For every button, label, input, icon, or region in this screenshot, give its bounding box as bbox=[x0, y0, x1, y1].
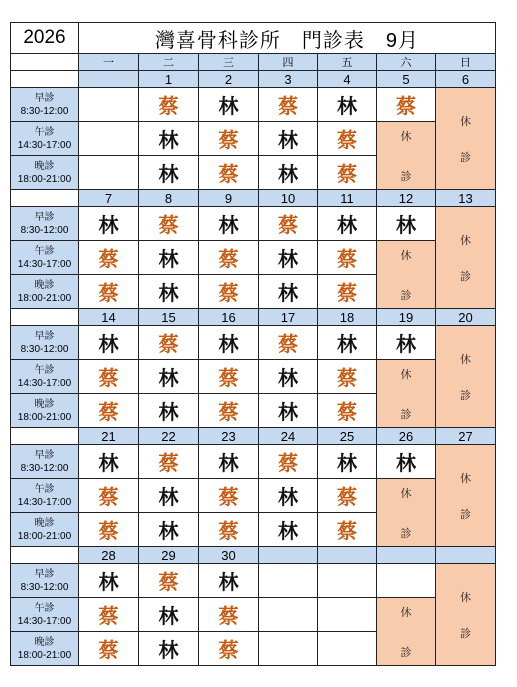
session-name: 早診 bbox=[34, 92, 55, 104]
date-cell: 18 bbox=[318, 309, 377, 326]
doctor-lin-cell: 林 bbox=[139, 598, 199, 632]
doctor-cai-cell: 蔡 bbox=[318, 479, 377, 513]
dow-fri: 五 bbox=[318, 54, 377, 71]
doctor-lin-cell: 林 bbox=[199, 564, 259, 598]
sunday-closed-cell bbox=[436, 207, 496, 309]
date-cell: 5 bbox=[377, 71, 436, 88]
date-cell: 16 bbox=[199, 309, 259, 326]
doctor-lin-cell: 林 bbox=[259, 156, 318, 190]
date-cell: 2 bbox=[199, 71, 259, 88]
doctor-cai-cell: 蔡 bbox=[318, 360, 377, 394]
doctor-cai-cell: 蔡 bbox=[139, 564, 199, 598]
doctor-cai-cell: 蔡 bbox=[318, 394, 377, 428]
date-cell: 22 bbox=[139, 428, 199, 445]
doctor-cai-cell: 蔡 bbox=[199, 241, 259, 275]
session-row bbox=[11, 88, 496, 122]
session-time: 18:00-21:00 bbox=[17, 411, 72, 423]
doctor-cai-cell: 蔡 bbox=[318, 241, 377, 275]
doctor-lin-cell: 林 bbox=[199, 88, 259, 122]
doctor-cai-cell: 蔡 bbox=[79, 479, 139, 513]
date-cell: 6 bbox=[436, 71, 496, 88]
saturday-closed-cell bbox=[377, 598, 436, 666]
doctor-cai-cell: 蔡 bbox=[199, 598, 259, 632]
session-time: 8:30-12:00 bbox=[20, 462, 69, 474]
session-time: 18:00-21:00 bbox=[17, 292, 72, 304]
date-row bbox=[11, 309, 496, 326]
closed-rest-text: 休 bbox=[400, 606, 412, 619]
session-label bbox=[11, 275, 79, 309]
session-row bbox=[11, 360, 496, 394]
doctor-lin-cell: 林 bbox=[139, 479, 199, 513]
sunday-closed-cell bbox=[436, 445, 496, 547]
date-cell: 4 bbox=[318, 71, 377, 88]
closed-rest-text: 休 bbox=[460, 353, 471, 366]
doctor-lin-cell: 林 bbox=[79, 207, 139, 241]
closed-clinic-text: 診 bbox=[400, 170, 412, 183]
doctor-lin-cell: 林 bbox=[139, 241, 199, 275]
doctor-cai-cell: 蔡 bbox=[139, 445, 199, 479]
date-row bbox=[11, 428, 496, 445]
closed-clinic-text: 診 bbox=[400, 646, 412, 659]
session-time: 18:00-21:00 bbox=[17, 649, 72, 661]
closed-rest-text: 休 bbox=[400, 487, 412, 500]
date-cell: 10 bbox=[259, 190, 318, 207]
doctor-cai-cell: 蔡 bbox=[139, 326, 199, 360]
doctor-lin-cell: 林 bbox=[79, 326, 139, 360]
doctor-lin-cell: 林 bbox=[259, 513, 318, 547]
doctor-cai-cell: 蔡 bbox=[259, 88, 318, 122]
empty-session-cell bbox=[377, 564, 436, 598]
session-label bbox=[11, 122, 79, 156]
doctor-cai-cell: 蔡 bbox=[318, 275, 377, 309]
saturday-closed-cell bbox=[377, 122, 436, 190]
session-time: 14:30-17:00 bbox=[17, 377, 72, 389]
doctor-cai-cell: 蔡 bbox=[259, 326, 318, 360]
saturday-closed-cell bbox=[377, 479, 436, 547]
date-cell: 1 bbox=[139, 71, 199, 88]
date-row-label bbox=[11, 71, 79, 88]
date-cell: 15 bbox=[139, 309, 199, 326]
saturday-closed-cell bbox=[377, 241, 436, 309]
date-row-label bbox=[11, 428, 79, 445]
doctor-lin-cell: 林 bbox=[139, 360, 199, 394]
date-cell: 30 bbox=[199, 547, 259, 564]
doctor-lin-cell: 林 bbox=[259, 122, 318, 156]
doctor-cai-cell: 蔡 bbox=[199, 360, 259, 394]
closed-clinic-text: 診 bbox=[400, 408, 412, 421]
doctor-cai-cell: 蔡 bbox=[199, 156, 259, 190]
doctor-lin-cell: 林 bbox=[199, 207, 259, 241]
session-label bbox=[11, 156, 79, 190]
session-label bbox=[11, 207, 79, 241]
session-label bbox=[11, 394, 79, 428]
date-cell: 11 bbox=[318, 190, 377, 207]
doctor-cai-cell: 蔡 bbox=[318, 122, 377, 156]
doctor-lin-cell: 林 bbox=[259, 360, 318, 394]
doctor-lin-cell: 林 bbox=[139, 394, 199, 428]
date-cell: 29 bbox=[139, 547, 199, 564]
closed-clinic-text: 診 bbox=[460, 270, 471, 283]
session-time: 8:30-12:00 bbox=[20, 581, 69, 593]
empty-session-cell bbox=[259, 564, 318, 598]
empty-session-cell bbox=[318, 598, 377, 632]
closed-rest-text: 休 bbox=[460, 472, 471, 485]
session-name: 早診 bbox=[34, 449, 55, 461]
doctor-lin-cell: 林 bbox=[139, 275, 199, 309]
date-cell: 13 bbox=[436, 190, 496, 207]
session-label bbox=[11, 326, 79, 360]
doctor-cai-cell: 蔡 bbox=[79, 360, 139, 394]
empty-session-cell bbox=[259, 598, 318, 632]
session-name: 早診 bbox=[34, 568, 55, 580]
doctor-cai-cell: 蔡 bbox=[79, 241, 139, 275]
session-label bbox=[11, 360, 79, 394]
session-time: 14:30-17:00 bbox=[17, 615, 72, 627]
date-cell: 12 bbox=[377, 190, 436, 207]
session-label bbox=[11, 632, 79, 666]
session-row bbox=[11, 241, 496, 275]
session-label bbox=[11, 564, 79, 598]
date-cell: 21 bbox=[79, 428, 139, 445]
session-name: 早診 bbox=[34, 211, 55, 223]
session-label bbox=[11, 598, 79, 632]
clinic-schedule-table bbox=[10, 22, 496, 666]
date-cell bbox=[318, 547, 377, 564]
doctor-lin-cell: 林 bbox=[79, 564, 139, 598]
doctor-lin-cell: 林 bbox=[259, 479, 318, 513]
schedule-title: 灣喜骨科診所 門診表 9月 bbox=[79, 23, 496, 54]
doctor-lin-cell: 林 bbox=[318, 88, 377, 122]
doctor-lin-cell: 林 bbox=[139, 156, 199, 190]
doctor-cai-cell: 蔡 bbox=[199, 122, 259, 156]
date-cell: 7 bbox=[79, 190, 139, 207]
session-name: 早診 bbox=[34, 330, 55, 342]
doctor-cai-cell: 蔡 bbox=[199, 632, 259, 666]
date-cell: 3 bbox=[259, 71, 318, 88]
doctor-cai-cell: 蔡 bbox=[199, 275, 259, 309]
session-time: 18:00-21:00 bbox=[17, 530, 72, 542]
doctor-lin-cell: 林 bbox=[318, 445, 377, 479]
doctor-lin-cell: 林 bbox=[259, 394, 318, 428]
doctor-lin-cell: 林 bbox=[377, 326, 436, 360]
empty-session-cell bbox=[79, 122, 139, 156]
doctor-lin-cell: 林 bbox=[139, 122, 199, 156]
session-time: 8:30-12:00 bbox=[20, 343, 69, 355]
session-row bbox=[11, 122, 496, 156]
doctor-cai-cell: 蔡 bbox=[318, 513, 377, 547]
closed-clinic-text: 診 bbox=[400, 527, 412, 540]
session-row bbox=[11, 479, 496, 513]
empty-session-cell bbox=[259, 632, 318, 666]
doctor-cai-cell: 蔡 bbox=[79, 598, 139, 632]
date-cell: 17 bbox=[259, 309, 318, 326]
doctor-cai-cell: 蔡 bbox=[79, 513, 139, 547]
dow-wed: 三 bbox=[199, 54, 259, 71]
closed-rest-text: 休 bbox=[400, 249, 412, 262]
closed-rest-text: 休 bbox=[400, 368, 412, 381]
doctor-cai-cell: 蔡 bbox=[199, 513, 259, 547]
date-cell: 8 bbox=[139, 190, 199, 207]
date-cell bbox=[259, 547, 318, 564]
session-row bbox=[11, 207, 496, 241]
doctor-cai-cell: 蔡 bbox=[199, 479, 259, 513]
session-time: 8:30-12:00 bbox=[20, 105, 69, 117]
session-time: 14:30-17:00 bbox=[17, 496, 72, 508]
doctor-lin-cell: 林 bbox=[199, 326, 259, 360]
dow-thu: 四 bbox=[259, 54, 318, 71]
session-row bbox=[11, 326, 496, 360]
doctor-lin-cell: 林 bbox=[199, 445, 259, 479]
session-time: 14:30-17:00 bbox=[17, 139, 72, 151]
session-label bbox=[11, 88, 79, 122]
session-row bbox=[11, 564, 496, 598]
session-label bbox=[11, 479, 79, 513]
doctor-cai-cell: 蔡 bbox=[139, 207, 199, 241]
doctor-cai-cell: 蔡 bbox=[377, 88, 436, 122]
schedule-year: 2026 bbox=[11, 23, 79, 54]
date-cell: 24 bbox=[259, 428, 318, 445]
doctor-cai-cell: 蔡 bbox=[259, 207, 318, 241]
sunday-closed-cell bbox=[436, 326, 496, 428]
session-time: 18:00-21:00 bbox=[17, 173, 72, 185]
date-cell: 28 bbox=[79, 547, 139, 564]
date-cell: 23 bbox=[199, 428, 259, 445]
date-cell: 27 bbox=[436, 428, 496, 445]
session-label bbox=[11, 513, 79, 547]
session-name: 午診 bbox=[34, 483, 55, 495]
session-name: 晚診 bbox=[34, 517, 55, 529]
date-cell bbox=[436, 547, 496, 564]
closed-rest-text: 休 bbox=[460, 234, 471, 247]
dow-sat: 六 bbox=[377, 54, 436, 71]
closed-clinic-text: 診 bbox=[460, 627, 471, 640]
date-cell: 20 bbox=[436, 309, 496, 326]
doctor-lin-cell: 林 bbox=[377, 207, 436, 241]
closed-clinic-text: 診 bbox=[400, 289, 412, 302]
doctor-cai-cell: 蔡 bbox=[79, 632, 139, 666]
session-name: 午診 bbox=[34, 245, 55, 257]
doctor-lin-cell: 林 bbox=[79, 445, 139, 479]
date-row bbox=[11, 190, 496, 207]
date-cell: 14 bbox=[79, 309, 139, 326]
session-name: 晚診 bbox=[34, 636, 55, 648]
date-cell bbox=[79, 71, 139, 88]
doctor-lin-cell: 林 bbox=[318, 207, 377, 241]
doctor-lin-cell: 林 bbox=[139, 632, 199, 666]
date-cell bbox=[377, 547, 436, 564]
doctor-cai-cell: 蔡 bbox=[139, 88, 199, 122]
closed-rest-text: 休 bbox=[400, 130, 412, 143]
dow-mon: 一 bbox=[79, 54, 139, 71]
doctor-cai-cell: 蔡 bbox=[259, 445, 318, 479]
doctor-lin-cell: 林 bbox=[259, 275, 318, 309]
doctor-lin-cell: 林 bbox=[377, 445, 436, 479]
dow-tue: 二 bbox=[139, 54, 199, 71]
date-row-label bbox=[11, 190, 79, 207]
session-row bbox=[11, 598, 496, 632]
empty-session-cell bbox=[79, 156, 139, 190]
date-cell: 19 bbox=[377, 309, 436, 326]
doctor-cai-cell: 蔡 bbox=[318, 156, 377, 190]
session-label bbox=[11, 241, 79, 275]
doctor-cai-cell: 蔡 bbox=[199, 394, 259, 428]
session-name: 晚診 bbox=[34, 398, 55, 410]
sunday-closed-cell bbox=[436, 88, 496, 190]
session-label bbox=[11, 445, 79, 479]
doctor-lin-cell: 林 bbox=[318, 326, 377, 360]
session-name: 午診 bbox=[34, 602, 55, 614]
date-row-label bbox=[11, 309, 79, 326]
session-row bbox=[11, 445, 496, 479]
session-time: 8:30-12:00 bbox=[20, 224, 69, 236]
empty-session-cell bbox=[318, 564, 377, 598]
date-row bbox=[11, 71, 496, 88]
empty-session-cell bbox=[79, 88, 139, 122]
doctor-lin-cell: 林 bbox=[139, 513, 199, 547]
closed-rest-text: 休 bbox=[460, 115, 471, 128]
saturday-closed-cell bbox=[377, 360, 436, 428]
date-cell: 26 bbox=[377, 428, 436, 445]
corner-cell bbox=[11, 54, 79, 71]
closed-clinic-text: 診 bbox=[460, 508, 471, 521]
dow-sun: 日 bbox=[436, 54, 496, 71]
doctor-cai-cell: 蔡 bbox=[79, 394, 139, 428]
session-name: 晚診 bbox=[34, 160, 55, 172]
empty-session-cell bbox=[318, 632, 377, 666]
doctor-lin-cell: 林 bbox=[259, 241, 318, 275]
closed-clinic-text: 診 bbox=[460, 389, 471, 402]
session-name: 午診 bbox=[34, 126, 55, 138]
closed-clinic-text: 診 bbox=[460, 151, 471, 164]
date-cell: 9 bbox=[199, 190, 259, 207]
session-time: 14:30-17:00 bbox=[17, 258, 72, 270]
sunday-closed-cell bbox=[436, 564, 496, 666]
session-name: 晚診 bbox=[34, 279, 55, 291]
date-row bbox=[11, 547, 496, 564]
date-cell: 25 bbox=[318, 428, 377, 445]
closed-rest-text: 休 bbox=[460, 591, 471, 604]
session-name: 午診 bbox=[34, 364, 55, 376]
date-row-label bbox=[11, 547, 79, 564]
doctor-cai-cell: 蔡 bbox=[79, 275, 139, 309]
